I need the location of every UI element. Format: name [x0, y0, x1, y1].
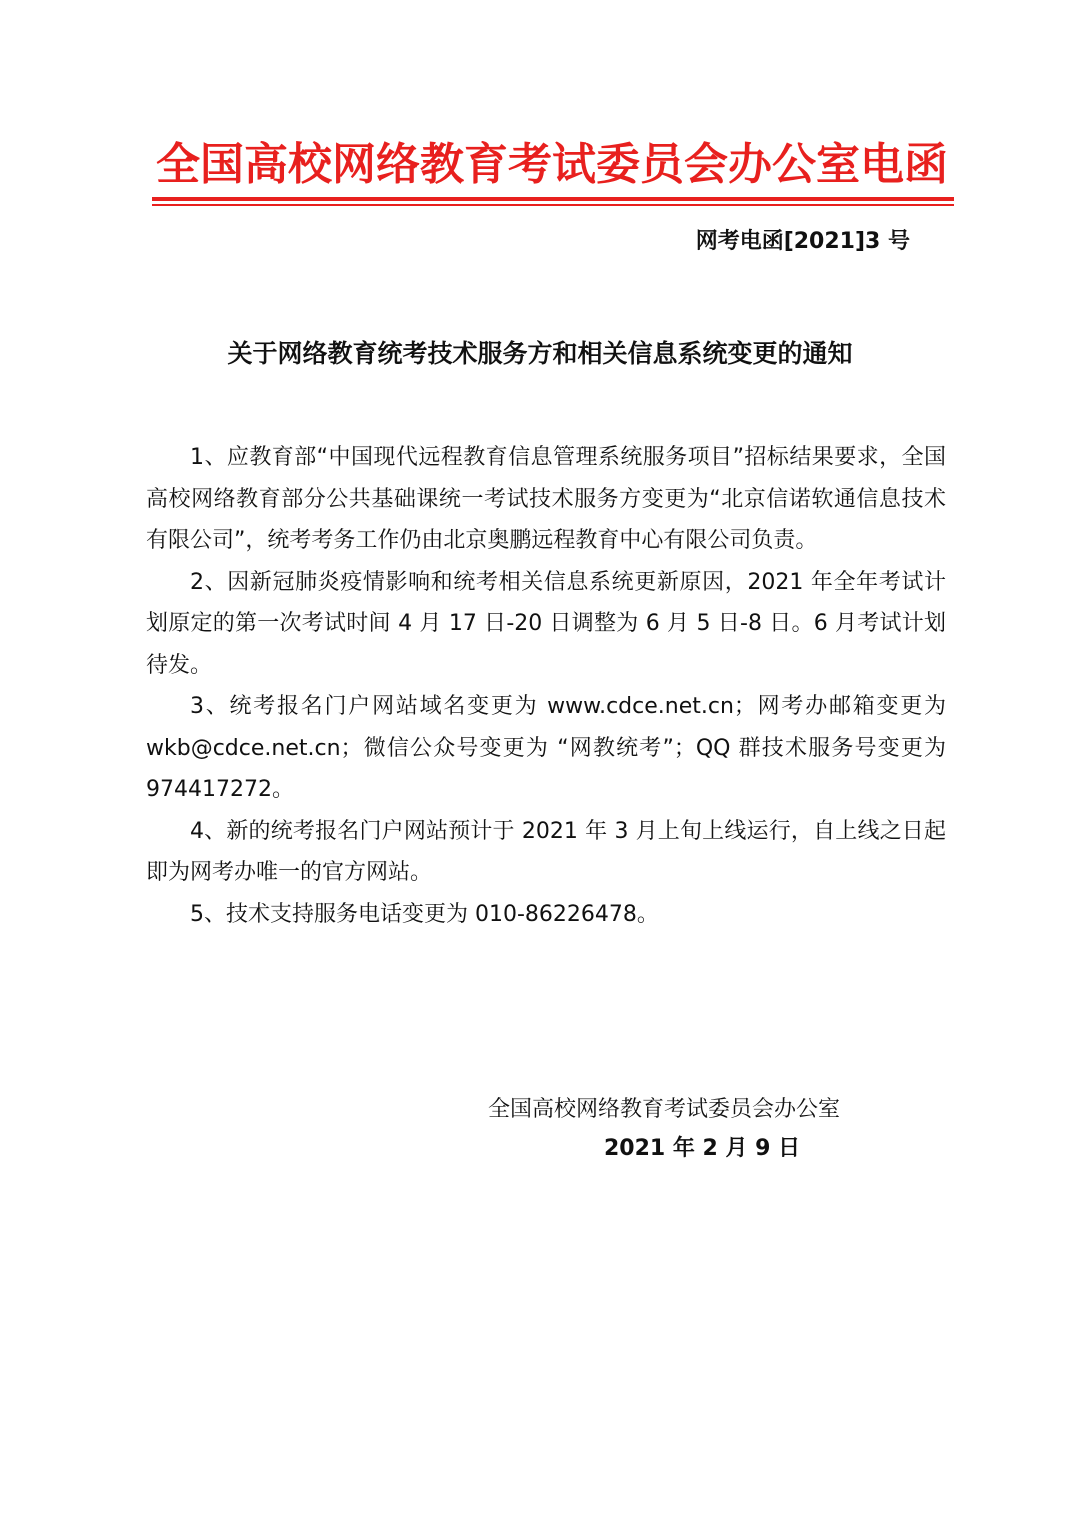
signature-org: 全国高校网络教育考试委员会办公室	[488, 1097, 841, 1122]
letterhead-title: 全国高校网络教育考试委员会办公室电函	[156, 139, 948, 190]
paragraph-1: 1、应教育部“中国现代远程教育信息管理系统服务项目”招标结果要求，全国高校网络教育部分公共基础课统一考试技术服务方变更为“北京信诺软通信息技术有限公司”，统考考务工作仍由北京奥鹏远程教育中心有限公司负责。	[146, 445, 946, 553]
notice-title: 关于网络教育统考技术服务方和相关信息系统变更的通知	[227, 339, 853, 368]
paragraph-3: 3、统考报名门户网站域名变更为 www.cdce.net.cn；网考办邮箱变更为 wkb@cdce.net.cn；微信公众号变更为 “网教统考”；QQ 群技术服务号变更为 974417272。	[146, 694, 946, 802]
signature-date: 2021 年 2 月 9 日	[604, 1136, 801, 1161]
notice-body	[146, 437, 946, 935]
document-number: 网考电函[2021]3 号	[695, 229, 910, 254]
paragraph-4: 4、新的统考报名门户网站预计于 2021 年 3 月上旬上线运行，自上线之日起即为网考办唯一的官方网站。	[146, 818, 946, 885]
paragraph-2: 2、因新冠肺炎疫情影响和统考相关信息系统更新原因，2021 年全年考试计划原定的第一次考试时间 4 月 17 日-20 日调整为 6 月 5 日-8 日。6 月考试计划待发。	[146, 569, 946, 678]
letterhead-rule-thin	[152, 204, 954, 206]
letterhead-rule-thick	[152, 197, 954, 201]
paragraph-5: 5、技术支持服务电话变更为 010-86226478。	[190, 901, 659, 927]
